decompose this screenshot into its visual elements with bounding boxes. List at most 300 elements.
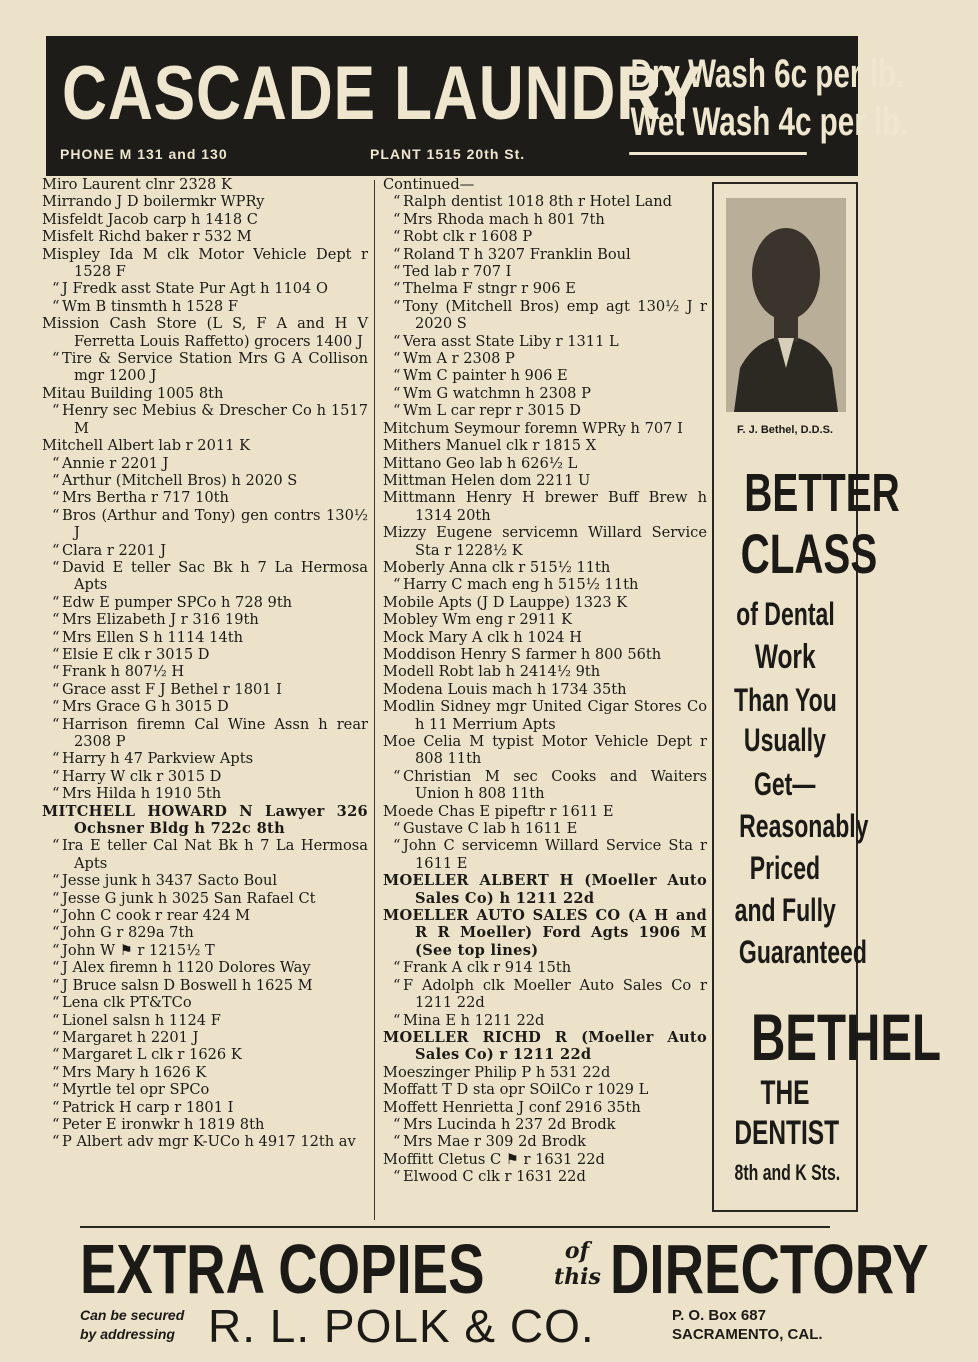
- ad-caption: F. J. Bethel, D.D.S.: [737, 424, 833, 436]
- entry-text: Mitchell Albert lab r 2011 K: [42, 437, 250, 455]
- secured-by-text: [80, 1306, 184, 1344]
- ditto-mark: “: [393, 959, 401, 977]
- ditto-mark: “: [52, 907, 60, 925]
- directory-entry: [383, 246, 707, 263]
- directory-entry: [383, 402, 707, 419]
- ditto-mark: “: [52, 593, 60, 611]
- entry-text: Modena Louis mach h 1734 35th: [383, 680, 627, 698]
- entry-text: Mrs Mary h 1626 K: [62, 1063, 207, 1081]
- entry-text: Ira E teller Cal Nat Bk h 7 La Hermosa Apts: [62, 837, 368, 872]
- entry-text: Frank A clk r 914 15th: [403, 959, 572, 977]
- of-this-text: [554, 1238, 600, 1290]
- directory-entry: [42, 1099, 368, 1116]
- middle-column: [383, 176, 707, 1186]
- po-box: P. O. Box 687: [672, 1307, 766, 1324]
- entry-text: Moede Chas E pipeftr r 1611 E: [383, 802, 614, 820]
- directory-entry: [383, 1012, 707, 1029]
- ad-line-text: Work: [754, 638, 816, 676]
- directory-entry: [42, 1116, 368, 1133]
- directory-entry: [42, 750, 368, 767]
- directory-entry: [42, 1064, 368, 1081]
- directory-entry: [42, 959, 368, 976]
- directory-entry: [383, 1099, 707, 1116]
- entry-text: Moffett Henrietta J conf 2916 35th: [383, 1098, 641, 1116]
- directory-entry: [42, 1081, 368, 1098]
- directory-entry: [383, 280, 707, 297]
- entry-text: Misfeldt Jacob carp h 1418 C: [42, 210, 258, 228]
- ditto-mark: “: [52, 471, 60, 489]
- ditto-mark: “: [52, 872, 60, 890]
- ad-line: [714, 598, 856, 630]
- ditto-mark: “: [52, 994, 60, 1012]
- entry-text: Peter E ironwkr h 1819 8th: [62, 1115, 265, 1133]
- directory-entry: [383, 594, 707, 611]
- entry-text: Mobley Wm eng r 2911 K: [383, 611, 573, 629]
- entry-text: Moddison Henry S farmer h 800 56th: [383, 645, 662, 663]
- ad-line: [714, 640, 856, 674]
- ad-line: [714, 724, 856, 756]
- directory-entry: [42, 994, 368, 1011]
- banner-rates: [598, 50, 909, 155]
- directory-entry: [42, 942, 368, 959]
- ditto-mark: “: [52, 1081, 60, 1099]
- entry-text: Myrtle tel opr SPCo: [62, 1081, 210, 1099]
- entry-text: Harry W clk r 3015 D: [62, 767, 222, 785]
- ditto-mark: “: [52, 558, 60, 576]
- directory-entry: [42, 542, 368, 559]
- entry-text: J Fredk asst State Pur Agt h 1104 O: [62, 280, 328, 298]
- ditto-mark: “: [52, 750, 60, 768]
- ditto-mark: “: [393, 1168, 401, 1186]
- ditto-mark: “: [52, 402, 60, 420]
- directory-entry: [42, 211, 368, 228]
- directory-entry: [383, 663, 707, 680]
- entry-text: Tony (Mitchell Bros) emp agt 130½ J r 2020 S: [403, 297, 707, 333]
- extra-copies-text: EXTRA COPIES: [80, 1230, 485, 1308]
- ditto-mark: “: [52, 611, 60, 629]
- entry-text: Thelma F stngr r 906 E: [403, 280, 576, 298]
- ad-line-text: Priced: [749, 850, 821, 886]
- directory-entry: [42, 507, 368, 542]
- directory-entry: [383, 872, 707, 907]
- directory-entry: [42, 646, 368, 663]
- ditto-mark: “: [52, 837, 60, 855]
- ditto-mark: “: [52, 350, 60, 368]
- entry-text: Jesse junk h 3437 Sacto Boul: [62, 872, 278, 890]
- entry-text: Jesse G junk h 3025 San Rafael Ct: [62, 889, 316, 907]
- rates-rule: [629, 152, 807, 155]
- directory-entry: [42, 280, 368, 297]
- polk-company-name: R. L. POLK & CO.: [208, 1300, 595, 1352]
- ditto-mark: “: [393, 350, 401, 368]
- ditto-mark: “: [393, 837, 401, 855]
- ad-line-text: THE: [760, 1074, 810, 1112]
- ad-line-text: CLASS: [740, 522, 878, 585]
- ditto-mark: “: [52, 489, 60, 507]
- ad-line-text: of Dental: [735, 596, 835, 632]
- ditto-mark: “: [393, 767, 401, 785]
- ad-line: [714, 768, 856, 800]
- ad-line-text: BETTER: [744, 463, 900, 523]
- directory-entry: [42, 629, 368, 646]
- dry-wash-rate: Dry Wash 6c per lb.: [630, 52, 905, 96]
- directory-entry: [42, 698, 368, 715]
- entry-text: Moeszinger Philip P h 531 22d: [383, 1063, 611, 1081]
- directory-entry: [383, 1116, 707, 1133]
- entry-text: John W ⚑ r 1215½ T: [62, 941, 215, 959]
- wet-wash-rate: Wet Wash 4c per lb.: [630, 100, 909, 144]
- directory-entry: [383, 1133, 707, 1150]
- ditto-mark: “: [393, 384, 401, 402]
- ditto-mark: “: [393, 1133, 401, 1151]
- directory-entry: [383, 1081, 707, 1098]
- entry-text: Tire & Service Station Mrs G A Collison mgr 1200 J: [62, 350, 368, 385]
- directory-entry: [42, 298, 368, 315]
- ad-line-text: Than You: [733, 682, 837, 718]
- ditto-mark: “: [52, 785, 60, 803]
- directory-entry: [383, 820, 707, 837]
- banner-phone: PHONE M 131 and 130: [60, 146, 228, 162]
- ditto-mark: “: [52, 889, 60, 907]
- directory-text: DIRECTORY: [610, 1230, 929, 1308]
- entry-text: Misfelt Richd baker r 532 M: [42, 228, 252, 246]
- directory-entry: [383, 420, 707, 437]
- entry-text: Mittano Geo lab h 626½ L: [383, 454, 578, 472]
- entry-text: Wm B tinsmth h 1528 F: [62, 297, 238, 315]
- entry-text: Mrs Elizabeth J r 316 19th: [62, 611, 259, 629]
- ditto-mark: “: [393, 193, 401, 211]
- entry-text: Annie r 2201 J: [62, 454, 169, 472]
- ditto-mark: “: [52, 280, 60, 298]
- ditto-mark: “: [52, 454, 60, 472]
- entry-text: MOELLER RICHD R (Moeller Auto Sales Co) r 1211 22d: [383, 1028, 707, 1064]
- directory-entry: [42, 716, 368, 751]
- entry-text: David E teller Sac Bk h 7 La Hermosa Apts: [62, 558, 368, 594]
- directory-entry: [42, 837, 368, 872]
- entry-text: Frank h 807½ H: [62, 663, 185, 681]
- directory-entry: [383, 559, 707, 576]
- entry-text: Wm G watchmn h 2308 P: [403, 384, 591, 402]
- directory-entry: [42, 1046, 368, 1063]
- footer-rule: [80, 1226, 830, 1228]
- directory-entry: [383, 385, 707, 402]
- entry-text: Moffatt T D sta opr SOilCo r 1029 L: [383, 1081, 649, 1099]
- directory-entry: [383, 193, 707, 210]
- directory-entry: [383, 298, 707, 333]
- entry-text: Miro Laurent clnr 2328 K: [42, 176, 232, 193]
- ditto-mark: “: [52, 628, 60, 646]
- cascade-laundry-banner: [46, 36, 909, 176]
- entry-text: Mission Cash Store (L S, F A and H V Ferretta Louis Raffetto) grocers 1400 J: [42, 315, 368, 350]
- ditto-mark: “: [52, 645, 60, 663]
- entry-text: Mizzy Eugene servicemn Willard Service Sta r 1228½ K: [383, 524, 707, 559]
- directory-entry: [383, 698, 707, 733]
- directory-entry: [42, 1133, 368, 1150]
- entry-text: Arthur (Mitchell Bros) h 2020 S: [62, 471, 298, 489]
- column-divider: [374, 180, 375, 1220]
- directory-entry: [383, 611, 707, 628]
- directory-entry: [383, 437, 707, 454]
- directory-entry: [383, 629, 707, 646]
- ditto-mark: “: [52, 1098, 60, 1116]
- directory-entry: [42, 489, 368, 506]
- directory-entry: [42, 437, 368, 454]
- ditto-mark: “: [393, 1115, 401, 1133]
- entry-text: J Alex firemn h 1120 Dolores Way: [62, 959, 311, 977]
- directory-entry: [383, 1029, 707, 1064]
- entry-text: Harry C mach eng h 515½ 11th: [403, 576, 639, 594]
- entry-text: Mrs Rhoda mach h 801 7th: [403, 210, 605, 228]
- directory-entry: [42, 1029, 368, 1046]
- directory-entry: [42, 681, 368, 698]
- entry-text: P Albert adv mgr K-UCo h 4917 12th av: [62, 1133, 356, 1151]
- ad-line: [714, 934, 867, 970]
- entry-text: Mrs Hilda h 1910 5th: [62, 785, 222, 803]
- entry-text: Mrs Grace G h 3015 D: [62, 698, 229, 716]
- directory-entry: [383, 333, 707, 350]
- entry-text: Mispley Ida M clk Motor Vehicle Dept r 1528 F: [42, 245, 368, 281]
- ditto-mark: “: [52, 297, 60, 315]
- ditto-mark: “: [52, 959, 60, 977]
- directory-entry: [383, 228, 707, 245]
- directory-entry: [42, 768, 368, 785]
- ditto-mark: “: [393, 1011, 401, 1029]
- portrait-photo: [726, 198, 846, 412]
- directory-entry: [383, 646, 707, 663]
- entry-text: Mitchum Seymour foremn WPRy h 707 I: [383, 419, 683, 437]
- entry-text: Vera asst State Liby r 1311 L: [403, 332, 619, 350]
- directory-entry: [42, 924, 368, 941]
- entry-text: Clara r 2201 J: [62, 541, 167, 559]
- entry-text: Roland T h 3207 Franklin Boul: [403, 245, 631, 263]
- directory-entry: [42, 193, 368, 210]
- directory-entry: [383, 1151, 707, 1168]
- directory-entry: [42, 785, 368, 802]
- directory-entry: [383, 1168, 707, 1185]
- entry-text: Elwood C clk r 1631 22d: [403, 1168, 586, 1186]
- ad-line-text: BETHEL: [750, 1000, 942, 1074]
- directory-entry: [42, 803, 368, 838]
- entry-text: Mrs Bertha r 717 10th: [62, 489, 229, 507]
- entry-text: Moe Celia M typist Motor Vehicle Dept r 808 11th: [383, 733, 707, 768]
- entry-text: Wm L car repr r 3015 D: [403, 402, 581, 420]
- ditto-mark: “: [52, 767, 60, 785]
- ditto-mark: “: [393, 820, 401, 838]
- ad-line-text: Guaranteed: [738, 934, 867, 970]
- left-column: [42, 176, 368, 1151]
- entry-text: MOELLER ALBERT H (Moeller Auto Sales Co) h 1211 22d: [383, 872, 707, 907]
- by-addressing: by addressing: [80, 1326, 175, 1342]
- ditto-mark: “: [52, 680, 60, 698]
- ad-line: [714, 894, 856, 926]
- directory-entry: [42, 350, 368, 385]
- entry-text: Patrick H carp r 1801 I: [62, 1098, 234, 1116]
- directory-entry: [42, 246, 368, 281]
- entry-text: Lionel salsn h 1124 F: [62, 1011, 221, 1029]
- ad-line-text: DENTIST: [734, 1114, 840, 1152]
- directory-entry: [383, 837, 707, 872]
- ad-line: [714, 1076, 856, 1110]
- directory-entry: [383, 1064, 707, 1081]
- ditto-mark: “: [393, 245, 401, 263]
- directory-entry: [383, 176, 707, 193]
- directory-entry: [42, 402, 368, 437]
- ditto-mark: “: [393, 228, 401, 246]
- directory-entry: [42, 907, 368, 924]
- directory-entry: [42, 663, 368, 680]
- entry-text: Elsie E clk r 3015 D: [62, 645, 210, 663]
- ditto-mark: “: [393, 297, 401, 315]
- ditto-mark: “: [52, 698, 60, 716]
- directory-entry: [42, 977, 368, 994]
- portrait-image: [726, 198, 846, 412]
- ad-line: [714, 522, 878, 585]
- ditto-mark: “: [393, 367, 401, 385]
- entry-text: Mithers Manuel clk r 1815 X: [383, 437, 597, 455]
- entry-text: Mrs Mae r 309 2d Brodk: [403, 1133, 587, 1151]
- city: SACRAMENTO, CAL.: [672, 1326, 823, 1343]
- ad-line: [714, 808, 869, 844]
- directory-entry: [383, 263, 707, 280]
- entry-text: Mina E h 1211 22d: [403, 1011, 545, 1029]
- directory-entry: [383, 367, 707, 384]
- bethel-dentist-ad: [712, 182, 942, 1212]
- directory-entry: [42, 559, 368, 594]
- entry-text: Mobile Apts (J D Lauppe) 1323 K: [383, 593, 628, 611]
- ditto-mark: “: [52, 541, 60, 559]
- extra-copies-banner: [80, 1230, 929, 1308]
- ad-line-text: Get—: [754, 766, 816, 802]
- ditto-mark: “: [52, 976, 60, 994]
- directory-entry: [42, 315, 368, 350]
- directory-entry: [383, 524, 707, 559]
- this-word: this: [554, 1264, 601, 1290]
- ditto-mark: “: [52, 1046, 60, 1064]
- banner-title: CASCADE LAUNDRY: [62, 51, 703, 136]
- entry-text: Edw E pumper SPCo h 728 9th: [62, 593, 293, 611]
- entry-text: Bros (Arthur and Tony) gen contrs 130½ J: [62, 506, 368, 542]
- ditto-mark: “: [393, 263, 401, 281]
- entry-text: Robt clk r 1608 P: [403, 228, 533, 246]
- entry-text: Mrs Ellen S h 1114 14th: [62, 628, 243, 646]
- ditto-mark: “: [393, 280, 401, 298]
- directory-entry: [42, 594, 368, 611]
- ad-line-text: Reasonably: [739, 808, 869, 844]
- entry-text: John C cook r rear 424 M: [62, 907, 251, 925]
- ditto-mark: “: [393, 976, 401, 994]
- polk-address: [672, 1306, 823, 1344]
- of-word: of: [564, 1238, 590, 1264]
- ditto-mark: “: [393, 402, 401, 420]
- ditto-mark: “: [52, 506, 60, 524]
- directory-entry: [383, 959, 707, 976]
- entry-text: Wm A r 2308 P: [403, 350, 515, 368]
- entry-text: Margaret L clk r 1626 K: [62, 1046, 242, 1064]
- entry-text: Mrs Lucinda h 237 2d Brodk: [403, 1115, 616, 1133]
- ditto-mark: “: [393, 332, 401, 350]
- directory-entry: [383, 489, 707, 524]
- directory-entry: [383, 977, 707, 1012]
- directory-entry: [42, 611, 368, 628]
- entry-text: Gustave C lab h 1611 E: [403, 820, 578, 838]
- directory-entry: [42, 472, 368, 489]
- entry-text: MOELLER AUTO SALES CO (A H and R R Moeller) Ford Agts 1906 M (See top lines): [383, 907, 707, 959]
- ditto-mark: “: [52, 663, 60, 681]
- entry-text: Henry sec Mebius & Drescher Co h 1517 M: [62, 402, 368, 437]
- directory-entry: [42, 872, 368, 889]
- directory-entry: [383, 211, 707, 228]
- ditto-mark: “: [52, 1028, 60, 1046]
- directory-entry: [383, 472, 707, 489]
- entry-text: Modlin Sidney mgr United Cigar Stores Co h 11 Merrium Apts: [383, 698, 707, 733]
- directory-entry: [42, 385, 368, 402]
- can-be-secured: Can be secured: [80, 1307, 185, 1323]
- entry-text: Harry h 47 Parkview Apts: [62, 750, 254, 768]
- ad-line-text: Usually: [744, 722, 826, 758]
- ditto-mark: “: [52, 941, 60, 959]
- entry-text: J Bruce salsn D Boswell h 1625 M: [62, 976, 313, 994]
- entry-text: Mittmann Henry H brewer Buff Brew h 1314 20th: [383, 489, 707, 524]
- entry-text: Mock Mary A clk h 1024 H: [383, 628, 582, 646]
- entry-text: Modell Robt lab h 2414½ 9th: [383, 663, 601, 681]
- directory-entry: [383, 350, 707, 367]
- entry-text: Ralph dentist 1018 8th r Hotel Land: [403, 193, 673, 211]
- entry-text: Moberly Anna clk r 515½ 11th: [383, 558, 611, 576]
- directory-entry: [42, 890, 368, 907]
- directory-entry: [383, 803, 707, 820]
- entry-text: Margaret h 2201 J: [62, 1028, 199, 1046]
- ditto-mark: “: [393, 210, 401, 228]
- entry-text: Ted lab r 707 I: [403, 263, 512, 281]
- directory-entry: [42, 455, 368, 472]
- directory-entry: [383, 768, 707, 803]
- directory-entry: [383, 907, 707, 959]
- entry-text: MITCHELL HOWARD N Lawyer 326 Ochsner Bldg h 722c 8th: [42, 802, 368, 838]
- directory-entry: [383, 576, 707, 593]
- ad-line: [714, 1162, 856, 1184]
- directory-entry: [42, 176, 368, 193]
- directory-entry: [383, 681, 707, 698]
- entry-text: Lena clk PT&TCo: [62, 994, 192, 1012]
- entry-text: Mitau Building 1005 8th: [42, 384, 224, 402]
- entry-text: Mirrando J D boilermkr WPRy: [42, 193, 265, 211]
- entry-text: Moffitt Cletus C ⚑ r 1631 22d: [383, 1150, 605, 1168]
- ditto-mark: “: [393, 576, 401, 594]
- ad-line: [714, 852, 856, 884]
- directory-entry: [42, 228, 368, 245]
- ad-line-text: 8th and K Sts.: [734, 1160, 841, 1185]
- ad-line: [714, 684, 856, 716]
- entry-text: John G r 829a 7th: [62, 924, 194, 942]
- directory-entry: [383, 733, 707, 768]
- entry-text: Wm C painter h 906 E: [403, 367, 568, 385]
- entry-text: John C servicemn Willard Service Sta r 1611 E: [403, 837, 707, 872]
- entry-text: Christian M sec Cooks and Waiters Union h 808 11th: [403, 767, 707, 803]
- ditto-mark: “: [52, 924, 60, 942]
- entry-text: Grace asst F J Bethel r 1801 I: [62, 680, 282, 698]
- entry-text: Continued—: [383, 176, 475, 193]
- ditto-mark: “: [52, 1011, 60, 1029]
- directory-entry: [383, 455, 707, 472]
- ditto-mark: “: [52, 1115, 60, 1133]
- ad-line: [714, 1000, 942, 1074]
- entry-text: F Adolph clk Moeller Auto Sales Co r 1211 22d: [403, 976, 707, 1012]
- ditto-mark: “: [52, 1063, 60, 1081]
- ad-line: [714, 1116, 856, 1150]
- entry-text: Mittman Helen dom 2211 U: [383, 471, 591, 489]
- banner-plant: PLANT 1515 20th St.: [370, 146, 526, 162]
- ditto-mark: “: [52, 715, 60, 733]
